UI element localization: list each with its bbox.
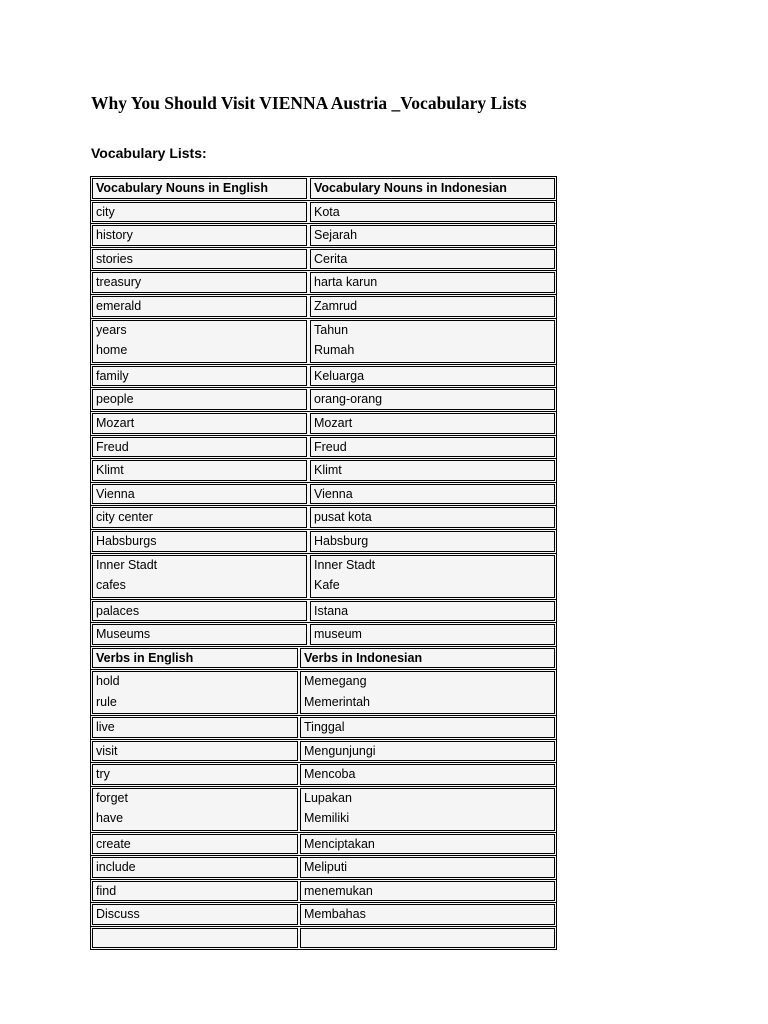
noun-english-cell: home — [92, 341, 307, 363]
noun-english-cell: history — [92, 225, 307, 246]
noun-row — [91, 576, 556, 600]
verb-english-cell: live — [92, 717, 298, 738]
noun-english-cell: treasury — [92, 272, 307, 293]
noun-row — [91, 319, 556, 342]
noun-indonesian-cell: Klimt — [310, 460, 555, 481]
verb-english-cell: Discuss — [92, 904, 298, 925]
nouns-indonesian-header: Vocabulary Nouns in Indonesian — [310, 178, 555, 199]
noun-english-cell: family — [92, 366, 307, 387]
verbs-english-header: Verbs in English — [92, 648, 298, 669]
noun-indonesian-cell: museum — [310, 624, 555, 645]
noun-english-cell: people — [92, 389, 307, 410]
noun-english-cell: Museums — [92, 624, 307, 645]
noun-indonesian-cell: orang-orang — [310, 389, 555, 410]
noun-english-cell: cafes — [92, 576, 307, 598]
verb-row — [91, 833, 556, 857]
verb-indonesian-cell: Memiliki — [300, 809, 555, 831]
noun-row — [91, 271, 556, 295]
nouns-header-row — [91, 177, 556, 201]
noun-row — [91, 554, 556, 577]
noun-english-cell: city center — [92, 507, 307, 528]
noun-indonesian-cell: Habsburg — [310, 531, 555, 552]
noun-english-cell: Mozart — [92, 413, 307, 434]
noun-indonesian-cell: Sejarah — [310, 225, 555, 246]
verb-english-cell: include — [92, 857, 298, 878]
noun-indonesian-cell: Rumah — [310, 341, 555, 363]
verb-row — [91, 763, 556, 787]
noun-indonesian-cell: Kafe — [310, 576, 555, 598]
noun-english-cell: palaces — [92, 601, 307, 622]
verb-english-cell — [92, 928, 298, 949]
verb-english-cell: rule — [92, 693, 298, 715]
verb-row — [91, 787, 556, 810]
page-title: Why You Should Visit VIENNA Austria _Vocabulary Lists — [91, 93, 527, 113]
noun-english-cell: Inner Stadt — [92, 555, 307, 577]
noun-indonesian-cell: Inner Stadt — [310, 555, 555, 577]
noun-row — [91, 248, 556, 272]
noun-indonesian-cell: Tahun — [310, 320, 555, 342]
noun-row — [91, 530, 556, 554]
verb-english-cell: forget — [92, 788, 298, 810]
noun-english-cell: emerald — [92, 296, 307, 317]
noun-row — [91, 459, 556, 483]
noun-indonesian-cell: Istana — [310, 601, 555, 622]
verb-indonesian-cell: menemukan — [300, 881, 555, 902]
noun-row — [91, 201, 556, 225]
verb-row — [91, 880, 556, 904]
noun-indonesian-cell: Kota — [310, 202, 555, 223]
noun-english-cell: Klimt — [92, 460, 307, 481]
verb-row — [91, 693, 556, 717]
verb-row — [91, 927, 556, 950]
vocabulary-table — [90, 176, 557, 950]
verb-indonesian-cell: Mencoba — [300, 764, 555, 785]
noun-row — [91, 388, 556, 412]
verb-english-cell: visit — [92, 741, 298, 762]
verb-indonesian-cell: Tinggal — [300, 717, 555, 738]
noun-row — [91, 295, 556, 319]
noun-indonesian-cell: Zamrud — [310, 296, 555, 317]
nouns-english-header: Vocabulary Nouns in English — [92, 178, 307, 199]
verb-indonesian-cell: Memerintah — [300, 693, 555, 715]
verb-indonesian-cell: Menciptakan — [300, 834, 555, 855]
noun-indonesian-cell: Cerita — [310, 249, 555, 270]
noun-indonesian-cell: pusat kota — [310, 507, 555, 528]
verb-indonesian-cell: Meliputi — [300, 857, 555, 878]
verb-row — [91, 809, 556, 833]
noun-row — [91, 600, 556, 624]
verb-indonesian-cell: Memegang — [300, 671, 555, 693]
noun-row — [91, 623, 556, 647]
noun-row — [91, 506, 556, 530]
verb-english-cell: try — [92, 764, 298, 785]
verb-row — [91, 903, 556, 927]
noun-english-cell: city — [92, 202, 307, 223]
verbs-indonesian-header: Verbs in Indonesian — [300, 648, 555, 669]
noun-row — [91, 436, 556, 460]
noun-row — [91, 341, 556, 365]
noun-indonesian-cell: Vienna — [310, 484, 555, 505]
verb-indonesian-cell: Lupakan — [300, 788, 555, 810]
verb-english-cell: create — [92, 834, 298, 855]
verb-indonesian-cell: Membahas — [300, 904, 555, 925]
verb-row — [91, 670, 556, 693]
verb-row — [91, 716, 556, 740]
noun-row — [91, 412, 556, 436]
verb-row — [91, 740, 556, 764]
verbs-header-row — [91, 647, 556, 671]
verb-english-cell: find — [92, 881, 298, 902]
noun-indonesian-cell: harta karun — [310, 272, 555, 293]
noun-indonesian-cell: Mozart — [310, 413, 555, 434]
noun-english-cell: stories — [92, 249, 307, 270]
noun-english-cell: Freud — [92, 437, 307, 458]
noun-english-cell: Vienna — [92, 484, 307, 505]
noun-indonesian-cell: Freud — [310, 437, 555, 458]
noun-english-cell: years — [92, 320, 307, 342]
verb-indonesian-cell: Mengunjungi — [300, 741, 555, 762]
noun-english-cell: Habsburgs — [92, 531, 307, 552]
noun-row — [91, 483, 556, 507]
noun-row — [91, 224, 556, 248]
noun-indonesian-cell: Keluarga — [310, 366, 555, 387]
noun-row — [91, 365, 556, 389]
verb-english-cell: hold — [92, 671, 298, 693]
vocabulary-lists-heading: Vocabulary Lists: — [91, 145, 207, 161]
verb-english-cell: have — [92, 809, 298, 831]
verb-indonesian-cell — [300, 928, 555, 949]
verb-row — [91, 856, 556, 880]
